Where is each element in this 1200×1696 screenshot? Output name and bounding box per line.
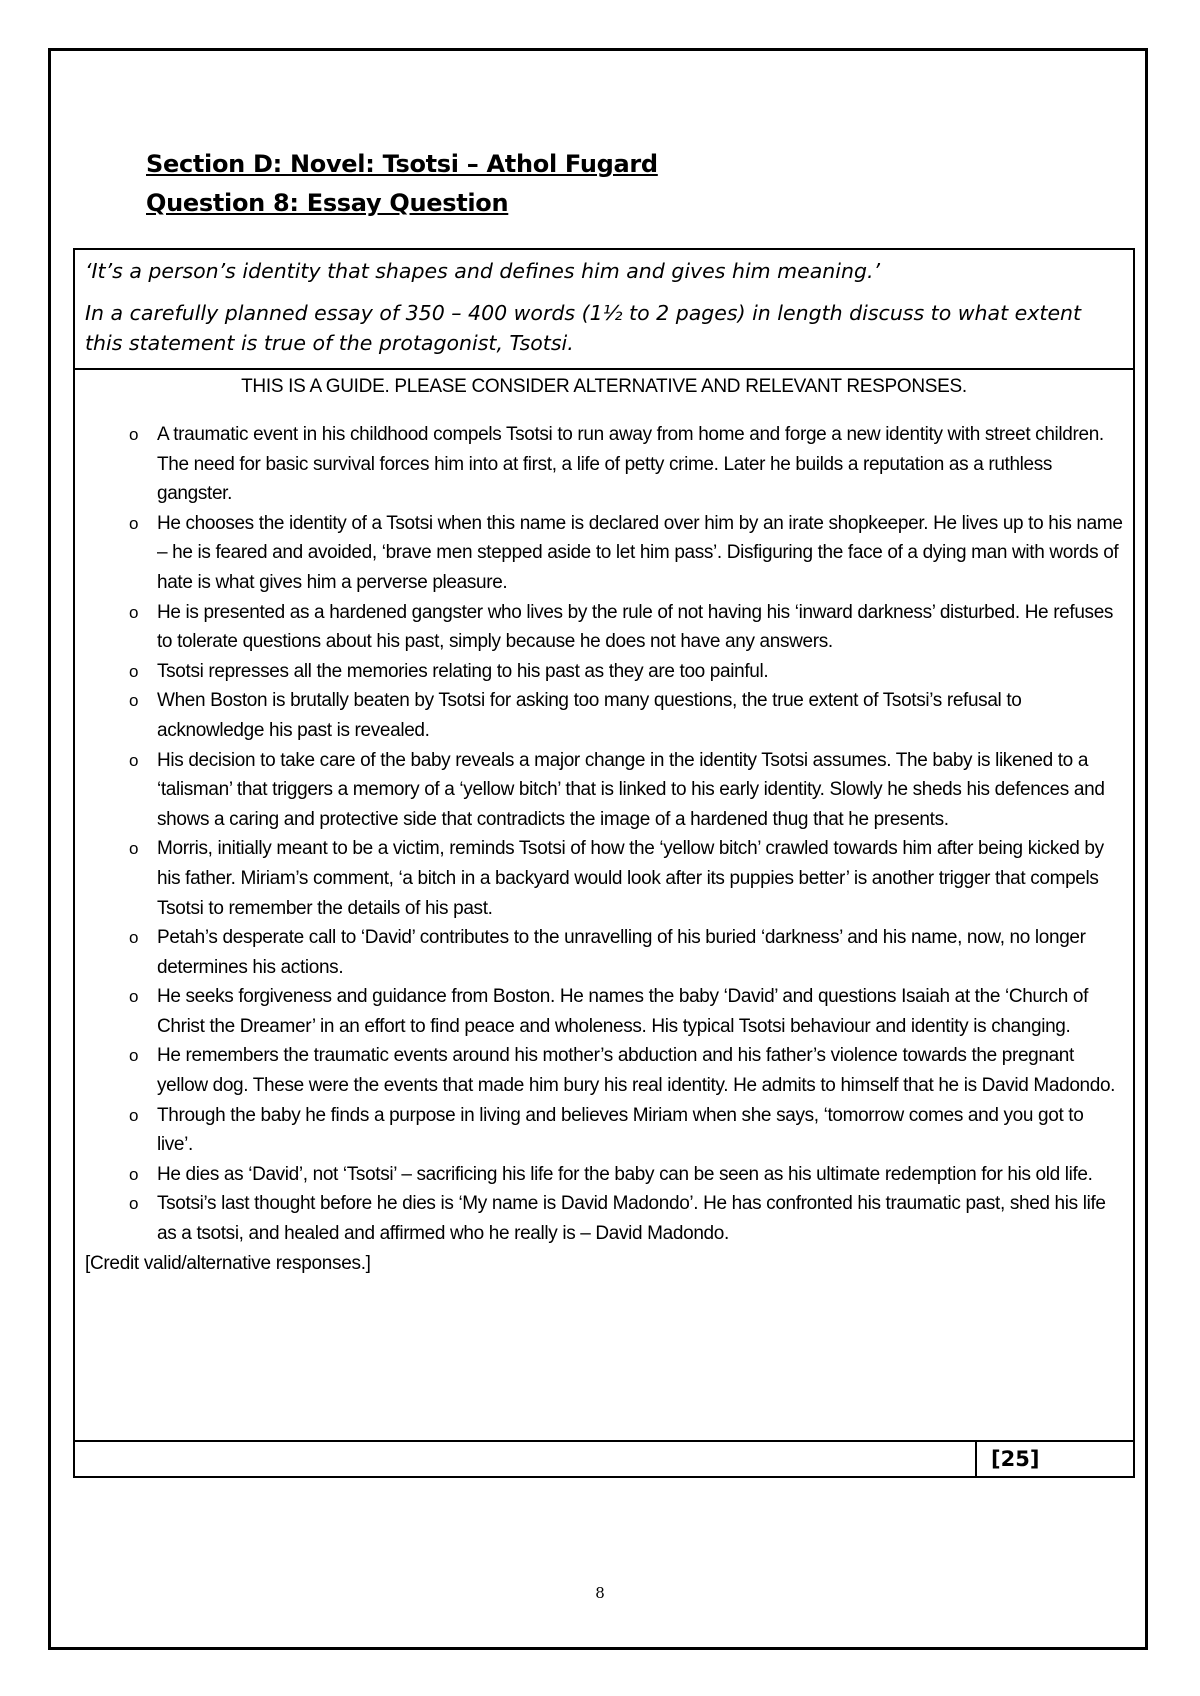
question-quote: ‘It’s a person’s identity that shapes and defines him and gives him meaning.’ — [85, 259, 881, 283]
bullet-icon: o — [129, 602, 139, 622]
list-item: o When Boston is brutally beaten by Tsotsi for asking too many questions, the true extent of Tsotsi’s refusal to acknowledge his past is revealed. — [85, 686, 1123, 745]
list-item: o He remembers the traumatic events around his mother’s abduction and his father’s violence towards the pregnant yellow dog. These were the events that made him bury his real identity. He admits to himself that he is David Madondo. — [85, 1041, 1123, 1100]
question-heading: Question 8: Essay Question — [146, 189, 509, 217]
list-item: o Tsotsi represses all the memories relating to his past as they are too painful. — [85, 657, 1123, 687]
list-item: o Morris, initially meant to be a victim, reminds Tsotsi of how the ‘yellow bitch’ crawled towards him after being kicked by his father. Miriam’s comment, ‘a bitch in a backyard would look after its puppies better’ is another trigger that compels Tsotsi to remember the details of his past. — [85, 834, 1123, 923]
marking-guide-box — [73, 368, 1135, 1442]
list-item: o Petah’s desperate call to ‘David’ contributes to the unravelling of his buried ‘darkness’ and his name, now, no longer determines his actions. — [85, 923, 1123, 982]
bullet-icon: o — [129, 513, 139, 533]
list-item: o Tsotsi’s last thought before he dies is ‘My name is David Madondo’. He has confronted his traumatic past, shed his life as a tsotsi, and healed and affirmed who he really is – David Madondo. — [85, 1189, 1123, 1248]
bullet-icon: o — [129, 1164, 139, 1184]
list-item: o He dies as ‘David’, not ‘Tsotsi’ – sacrificing his life for the baby can be seen as his ultimate redemption for his old life. — [85, 1160, 1123, 1190]
credit-note: [Credit valid/alternative responses.] — [85, 1252, 371, 1274]
bullet-icon: o — [129, 425, 139, 444]
bullet-icon: o — [129, 987, 139, 1007]
bullet-icon: o — [129, 750, 139, 770]
list-item: o A traumatic event in his childhood compels Tsotsi to run away from home and forge a new identity with street children. The need for basic survival forces him into at first, a life of petty crime. Later he builds a reputation as a ruthless gangster. — [85, 420, 1123, 509]
marks-row — [73, 1440, 1135, 1478]
bullet-icon: o — [129, 1105, 139, 1125]
list-item: o Through the baby he finds a purpose in living and believes Miriam when she says, ‘tomorrow comes and you got to live’. — [85, 1101, 1123, 1160]
bullet-icon: o — [129, 928, 139, 948]
question-instruction: In a carefully planned essay of 350 – 400 words (1½ to 2 pages) in length discuss to what extent this statement is true of the protagonist, Tsotsi. — [85, 301, 1082, 355]
bullet-icon: o — [129, 691, 139, 711]
bullet-icon: o — [129, 661, 139, 681]
list-item: o His decision to take care of the baby reveals a major change in the identity Tsotsi assumes. The baby is likened to a ‘talisman’ that triggers a memory of a ‘yellow bitch’ that is linked to his early identity. Slowly he sheds his defences and shows a caring and protective side that contradicts the image of a hardened thug that he presents. — [85, 746, 1123, 835]
bullet-icon: o — [129, 1046, 139, 1066]
guide-points-list — [85, 420, 1123, 1249]
page-number: 8 — [595, 1584, 605, 1602]
guide-title: THIS IS A GUIDE. PLEASE CONSIDER ALTERNATIVE AND RELEVANT RESPONSES. — [241, 376, 967, 397]
question-box — [73, 248, 1135, 370]
list-item: o He chooses the identity of a Tsotsi when this name is declared over him by an irate shopkeeper. He lives up to his name – he is feared and avoided, ‘brave men stepped aside to let him pass’. Disfiguring the face of a dying man with words of hate is what gives him a perverse pleasure. — [85, 509, 1123, 598]
bullet-icon: o — [129, 1194, 139, 1214]
list-item: o He is presented as a hardened gangster who lives by the rule of not having his ‘inward darkness’ disturbed. He refuses to tolerate questions about his past, simply because he does not have any answers. — [85, 598, 1123, 657]
total-marks: [25] — [975, 1442, 1133, 1476]
section-heading: Section D: Novel: Tsotsi – Athol Fugard — [146, 150, 658, 178]
list-item: o He seeks forgiveness and guidance from Boston. He names the baby ‘David’ and questions Isaiah at the ‘Church of Christ the Dreamer’ in an effort to find peace and wholeness. His typical Tsotsi behaviour and identity is changing. — [85, 982, 1123, 1041]
bullet-icon: o — [129, 839, 139, 859]
